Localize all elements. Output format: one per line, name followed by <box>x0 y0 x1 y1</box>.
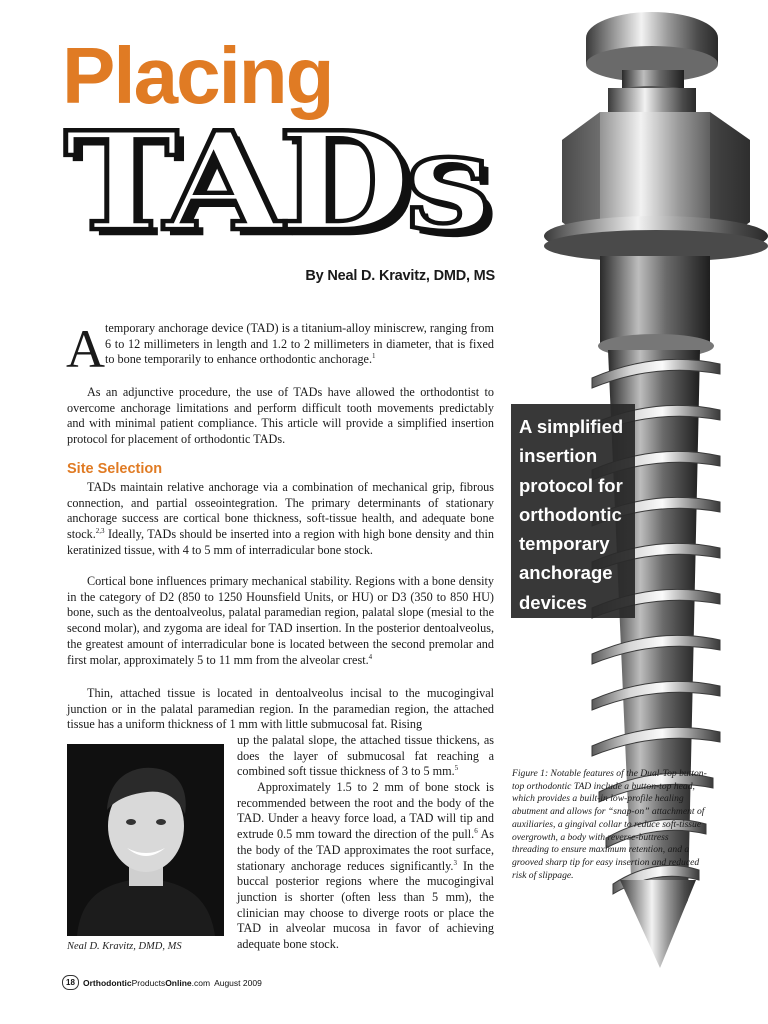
title-tads: TADs <box>64 102 486 262</box>
author-portrait-icon <box>67 744 224 936</box>
pull-quote-line: temporary <box>519 533 610 555</box>
author-photo <box>67 744 224 936</box>
pull-quote <box>511 404 635 618</box>
issue-date: August 2009 <box>214 977 262 988</box>
paragraph-bone-stock: Approximately 1.5 to 2 mm of bone stock is recommended between the root and the body of the TAD. Under a heavy force load, a TAD will tip and extrude 0.5 mm toward the direction of the pull.$^6$ As the body of the TAD approximates the root surface, stationary anchorage reduces significantly.$^3$ In the buccal posterior regions where the mucogingival junction is shorter (often less than 5 mm), the clinician may choose to diverge roots or place the TAD in alveolar mucosa in favor of achieving adequate bone stock. <box>237 780 494 952</box>
paragraph-attached-tissue: Thin, attached tissue is located in dentoalveolus incisal to the mucogingival junction or in the palatal paramedian region. In the paramedian region, the attached tissue has a uniform thickness of 1 mm with little submucosal fat. Rising <box>67 686 494 732</box>
paragraph-cortical-bone: Cortical bone influences primary mechanical stability. Regions with a bone density in the category of D2 (850 to 1250 Hounsfield Units, or HU) or D3 (350 to 850 HU) bone, such as the dentoalveolus, palatal paramedian region, palatal slope (mesial to the second molar), and zygoma are ideal for TAD insertion. In the posterior dentoalveolus, the greatest amount of interradicular bone is located between the second premolar and first molar, approximately 5 to 11 mm from the alveolar crest.$^4$ <box>67 574 494 667</box>
page-number: 18 <box>62 975 79 990</box>
byline: By Neal D. Kravitz, DMD, MS <box>305 268 495 284</box>
pull-quote-line: anchorage <box>519 562 613 584</box>
page-footer <box>62 975 262 990</box>
title-placing: Placing <box>62 31 333 120</box>
drop-cap: A <box>66 319 105 379</box>
pull-quote-line: insertion <box>519 445 598 467</box>
pull-quote-line: orthodontic <box>519 503 622 525</box>
paragraph-adjunctive: As an adjunctive procedure, the use of TADs have allowed the orthodontist to overcome anchorage limitations and perform difficult tooth movements predictably and with minimal patient compliance. This article will provide a simplified insertion protocol for placement of orthodontic TADs. <box>67 385 494 447</box>
photo-caption: Neal D. Kravitz, DMD, MS <box>67 941 182 952</box>
paragraph-attached-tissue-cont: up the palatal slope, the attached tissue thickens, as does the layer of submucosal fat reaching a combined soft tissue thickness of 3 to 5 mm.$^5$ <box>237 733 494 779</box>
pull-quote-line: protocol for <box>519 474 623 496</box>
section-heading-site-selection: Site Selection <box>67 461 163 477</box>
pull-quote-line: devices <box>519 591 587 613</box>
pull-quote-line: A simplified <box>519 416 624 437</box>
site-name: OrthodonticProductsOnline.com <box>83 977 211 988</box>
figure-caption: Figure 1: Notable features of the Dual-Top button-top orthodontic TAD include a button-top head, which provides a built-in low-profile healing abutment and allows for “snap-on” attachment of auxiliaries, a gingival collar to reduce soft-tissue overgrowth, a body with reverse-buttress threading to ensure maximum retention, and a grooved sharp tip for easy insertion and reduced risk of slippage. <box>512 768 707 881</box>
intro-paragraph-head: temporary anchorage device (TAD) is a titanium-alloy miniscrew, ranging from 6 to 12 millimeters in length and 1.2 to 2 millimeters in diameter, that is fixed to bone temporarily to enhance orthodontic anchorage.$^1$ <box>105 321 494 367</box>
paragraph-anchorage: TADs maintain relative anchorage via a combination of mechanical grip, fibrous connection, and partial osseointegration. The primary determinants of stationary anchorage success are cortical bone thickness, soft-tissue health, and adequate bone stock.$^{2,3}$ Ideally, TADs should be inserted into a region with high bone density and thin keratinized tissue, with 4 to 5 mm of interradicular bone stock. <box>67 480 494 557</box>
